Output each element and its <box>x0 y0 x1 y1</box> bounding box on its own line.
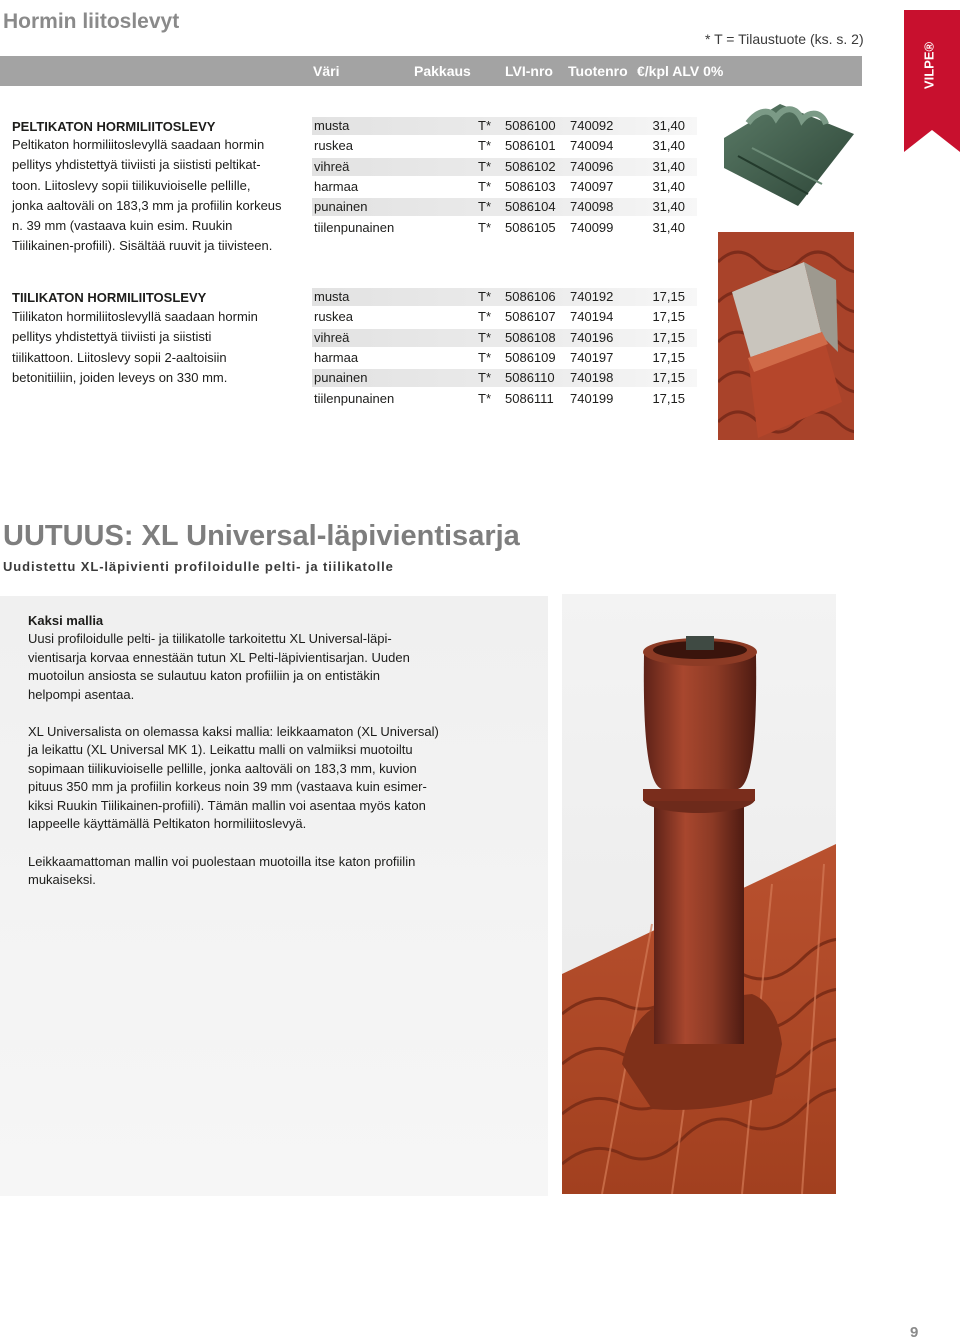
pack-cell: T* <box>478 219 491 235</box>
desc-line: Tiilikaton hormiliitoslevyllä saadaan hormin <box>12 309 258 324</box>
peltikaton-title: PELTIKATON HORMILIITOSLEVY <box>12 119 216 134</box>
desc-line: Peltikaton hormiliitoslevyllä saadaan hormin <box>12 137 265 152</box>
lvi-cell: 5086106 <box>505 289 556 304</box>
lvi-cell: 5086111 <box>505 390 554 406</box>
color-cell: vihreä <box>314 158 350 174</box>
column-header-color: Väri <box>313 63 340 79</box>
text-line: Leikkaamattoman mallin voi puolestaan muotoilla itse katon profiilin <box>28 854 416 869</box>
lvi-cell: 5086110 <box>505 370 555 386</box>
lvi-cell: 5086107 <box>505 309 556 325</box>
lvi-cell: 5086100 <box>505 118 556 133</box>
uutuus-subtitle: Uudistettu XL-läpivienti profiloidulle pelti- ja tiilikatolle <box>3 559 394 574</box>
color-cell: vihreä <box>314 329 350 345</box>
lvi-cell: 5086109 <box>505 349 556 365</box>
price-cell: 31,40 <box>652 199 685 215</box>
pack-cell: T* <box>478 289 491 304</box>
pack-cell: T* <box>478 199 491 215</box>
price-cell: 17,15 <box>652 329 685 345</box>
price-cell: 31,40 <box>652 118 685 133</box>
product-no-cell: 740098 <box>570 199 614 215</box>
page-title: Hormin liitoslevyt <box>3 10 180 33</box>
order-note: * T = Tilaustuote (ks. s. 2) <box>705 31 864 47</box>
lvi-cell: 5086103 <box>505 178 556 194</box>
uutuus-paragraph-2 <box>28 723 468 833</box>
text-line: ja leikattu (XL Universal MK 1). Leikattu malli on valmiiksi muotoiltu <box>28 742 413 758</box>
text-line: kiksi Ruukin Tiilikainen-profiili). Tämän mallin voi asentaa myös katon <box>28 797 426 813</box>
text-line: XL Universalista on olemassa kaksi mallia: leikkaamaton (XL Universal) <box>28 724 439 739</box>
lvi-cell: 5086104 <box>505 199 556 215</box>
desc-line: toon. Liitoslevy sopii tiilikuvioiselle pellille, <box>12 177 251 193</box>
color-cell: ruskea <box>314 138 354 154</box>
product-no-cell: 740196 <box>570 329 614 345</box>
color-cell: punainen <box>314 199 368 215</box>
tiilikaton-roof-image <box>718 232 854 440</box>
product-no-cell: 740099 <box>570 219 614 235</box>
product-no-cell: 740194 <box>570 309 614 325</box>
column-header-price: €/kpl ALV 0% <box>637 63 724 79</box>
column-header-product-no: Tuotenro <box>568 63 628 79</box>
pack-cell: T* <box>478 118 491 133</box>
desc-line: Tiilikainen-profiili). Sisältää ruuvit ja tiivisteen. <box>12 238 273 254</box>
pack-cell: T* <box>478 158 491 174</box>
product-no-cell: 740092 <box>570 118 614 133</box>
pack-cell: T* <box>478 309 491 325</box>
desc-line: pellitys yhdistettyä tiiviisti ja siististi <box>12 329 212 345</box>
column-header-lvi: LVI-nro <box>505 63 553 79</box>
lvi-cell: 5086105 <box>505 219 556 235</box>
table-row <box>312 198 697 216</box>
pack-cell: T* <box>478 138 491 154</box>
color-cell: ruskea <box>314 309 354 325</box>
text-line: sopimaan tiilikuvioiselle pellille, jonka aaltoväli on 183,3 mm, kuvion <box>28 760 417 776</box>
peltikaton-plate-image <box>718 98 858 210</box>
table-row <box>312 390 697 408</box>
desc-line: betonitiiliin, joiden leveys on 330 mm. <box>12 369 228 385</box>
lvi-cell: 5086108 <box>505 329 556 345</box>
table-row <box>312 329 697 347</box>
tiilikaton-description <box>12 307 308 388</box>
text-line: pituus 350 mm ja profiilin korkeus noin 39 mm (vastaava kuin esimer- <box>28 779 427 795</box>
desc-line: jonka aaltoväli on 183,3 mm ja profiilin korkeus <box>12 197 282 213</box>
text-line: helpompi asentaa. <box>28 686 135 702</box>
text-line: vientisarja korvaa ennestään tutun XL Pelti-läpivientisarjan. Uuden <box>28 649 410 665</box>
product-no-cell: 740192 <box>570 289 614 304</box>
product-no-cell: 740096 <box>570 158 614 174</box>
lvi-cell: 5086102 <box>505 158 556 174</box>
pack-cell: T* <box>478 370 491 386</box>
table-row <box>312 349 697 367</box>
lvi-cell: 5086101 <box>505 138 556 154</box>
color-cell: musta <box>314 289 350 304</box>
desc-line: tiilikattoon. Liitoslevy sopii 2-aaltoisiin <box>12 349 227 365</box>
price-cell: 17,15 <box>652 289 685 304</box>
table-row <box>312 288 697 306</box>
text-line: mukaiseksi. <box>28 872 96 888</box>
table-row <box>312 178 697 196</box>
price-cell: 31,40 <box>652 219 685 235</box>
price-cell: 31,40 <box>652 138 685 154</box>
product-no-cell: 740197 <box>570 349 614 365</box>
price-cell: 31,40 <box>652 178 685 194</box>
color-cell: musta <box>314 118 350 133</box>
product-no-cell: 740198 <box>570 370 614 386</box>
table-row <box>312 308 697 326</box>
product-no-cell: 740094 <box>570 138 614 154</box>
xl-universal-product-image <box>562 594 836 1194</box>
price-cell: 17,15 <box>652 370 685 386</box>
table-row <box>312 219 697 237</box>
pack-cell: T* <box>478 349 491 365</box>
color-cell: harmaa <box>314 349 359 365</box>
table-row <box>312 137 697 155</box>
table-row <box>312 369 697 387</box>
color-cell: punainen <box>314 370 368 386</box>
text-line: lappeelle käyttämällä Peltikaton hormiliitoslevyä. <box>28 816 307 832</box>
uutuus-paragraph-1 <box>28 612 468 704</box>
pack-cell: T* <box>478 178 491 194</box>
peltikaton-description <box>12 135 308 257</box>
uutuus-title: UUTUUS: XL Universal-läpivientisarja <box>3 520 520 552</box>
product-no-cell: 740097 <box>570 178 614 194</box>
price-cell: 31,40 <box>652 158 685 174</box>
brand-logo-text: VILPE® <box>921 41 937 90</box>
product-no-cell: 740199 <box>570 390 614 406</box>
uutuus-heading: Kaksi mallia <box>28 613 104 628</box>
text-line: Uusi profiloidulle pelti- ja tiilikatolle tarkoitettu XL Universal-läpi- <box>28 631 392 647</box>
table-row <box>312 158 697 176</box>
uutuus-paragraph-3 <box>28 853 468 890</box>
page-number: 9 <box>910 1324 919 1341</box>
text-line: muotoilun ansiosta se sulautuu katon profiiliin ja on entistäkin <box>28 668 380 684</box>
table-row <box>312 117 697 135</box>
price-cell: 17,15 <box>652 309 685 325</box>
column-header-pack: Pakkaus <box>414 63 471 79</box>
price-cell: 17,15 <box>652 349 685 365</box>
desc-line: pellitys yhdistettyä tiiviisti ja siististi peltikat- <box>12 157 261 173</box>
tiilikaton-title: TIILIKATON HORMILIITOSLEVY <box>12 290 207 305</box>
color-cell: tiilenpunainen <box>314 390 395 406</box>
pack-cell: T* <box>478 390 491 406</box>
pack-cell: T* <box>478 329 491 345</box>
color-cell: harmaa <box>314 178 359 194</box>
color-cell: tiilenpunainen <box>314 219 395 235</box>
price-cell: 17,15 <box>652 390 685 406</box>
desc-line: n. 39 mm (vastaava kuin esim. Ruukin <box>12 218 233 234</box>
